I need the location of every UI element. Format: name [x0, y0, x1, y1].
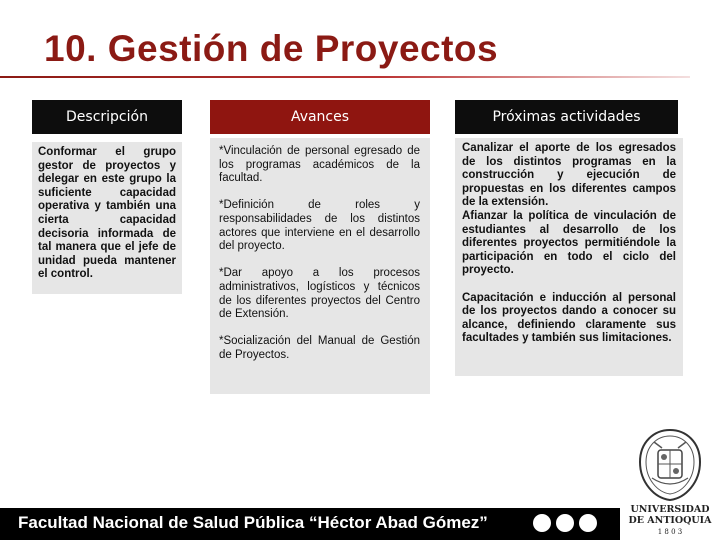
- footer-text: Facultad Nacional de Salud Pública “Héctor Abad Gómez”: [18, 513, 488, 532]
- footer-dot: [556, 514, 574, 532]
- footer-dot: [533, 514, 551, 532]
- footer-dots: [533, 514, 597, 532]
- logo-line1: UNIVERSIDAD: [630, 504, 710, 515]
- proximas-item: Capacitación e inducción al personal de los proyectos dando a conocer su alcance, definiendo claramente sus facultades y también sus limitaciones.: [462, 291, 676, 345]
- avances-body: [210, 138, 430, 394]
- proximas-header: Próximas actividades: [455, 100, 678, 134]
- logo-line3: 1 8 0 3: [657, 528, 683, 536]
- avances-item: *Definición de roles y responsabilidades de los distintos actores que interviene en el desarrollo del proyecto.: [219, 199, 420, 253]
- title-divider: [0, 76, 690, 78]
- avances-item: *Dar apoyo a los procesos administrativos, logísticos y técnicos de los diferentes proyectos del Centro de Extensión.: [219, 267, 420, 321]
- logo-line2: DE ANTIOQUIA: [628, 515, 712, 526]
- proximas-item: Canalizar el aporte de los egresados de los distintos programas en la construcción y ejecución de propuestas en los diferentes campos de la extensión.: [462, 142, 676, 209]
- descripcion-header: Descripción: [32, 100, 182, 134]
- avances-header: Avances: [210, 100, 430, 134]
- proximas-item: Afianzar la política de vinculación de estudiantes al desarrollo de los diferentes proyectos permitiéndole la participación en todo el ciclo del proyecto.: [462, 209, 676, 277]
- slide-title: 10. Gestión de Proyectos: [44, 28, 499, 69]
- descripcion-body: [32, 142, 182, 294]
- avances-item: *Vinculación de personal egresado de los programas académicos de la facultad.: [219, 145, 420, 185]
- descripcion-text: Conformar el grupo gestor de proyectos y delegar en este grupo la suficiente capacidad operativa y también una cierta capacidad decisoria informada de tal manera que el jefe de unidad pueda mantener el control.: [38, 146, 176, 281]
- university-seal-icon: [634, 428, 706, 502]
- proximas-body: [455, 138, 683, 376]
- footer-dot: [579, 514, 597, 532]
- university-logo: [620, 420, 720, 540]
- avances-item: *Socialización del Manual de Gestión de Proyectos.: [219, 335, 420, 361]
